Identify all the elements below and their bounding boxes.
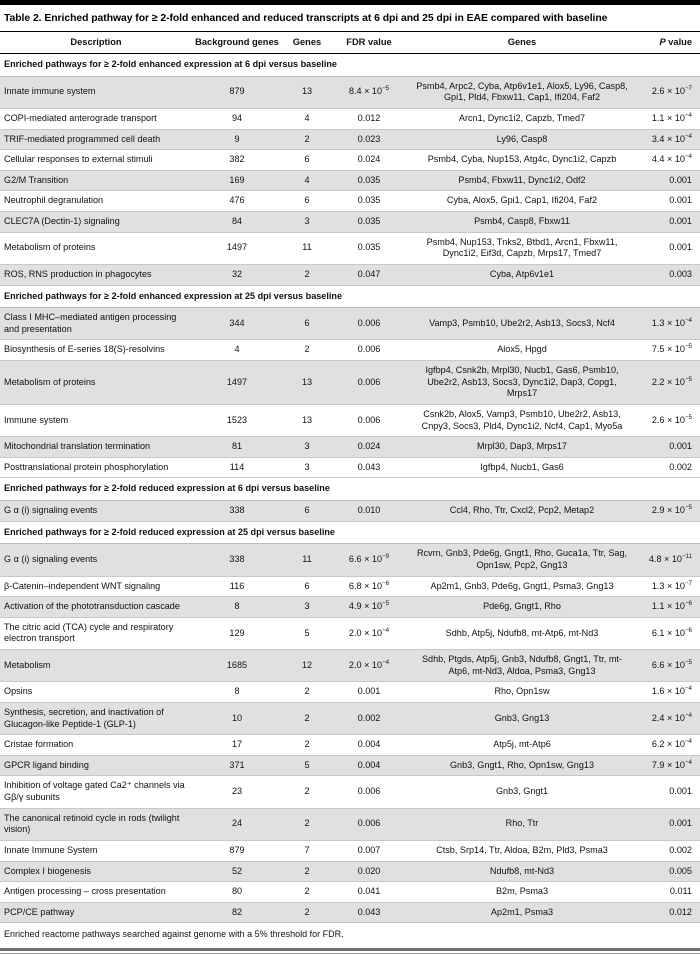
cell-genes-list: Psmb4, Fbxw11, Dync1i2, Odf2 <box>406 170 638 191</box>
section-heading-row <box>0 478 700 501</box>
cell-description: Innate Immune System <box>0 840 192 861</box>
cell-genes-count: 5 <box>282 617 332 649</box>
p-value-rest: value <box>665 37 692 47</box>
cell-p-value: 0.011 <box>638 882 700 903</box>
cell-p-value: 0.001 <box>638 232 700 264</box>
cell-background-genes: 344 <box>192 308 282 340</box>
cell-background-genes: 1497 <box>192 232 282 264</box>
cell-p-value: $1.3 \times 10^{-4}$ <box>638 308 700 340</box>
cell-background-genes: 1685 <box>192 650 282 682</box>
cell-genes-list: Rho, Opn1sw <box>406 682 638 703</box>
cell-description: PCP/CE pathway <box>0 902 192 923</box>
table-row <box>0 650 700 682</box>
cell-description: GPCR ligand binding <box>0 755 192 776</box>
cell-genes-count: 13 <box>282 361 332 405</box>
cell-genes-count: 3 <box>282 597 332 618</box>
cell-genes-list: Ctsb, Srp14, Ttr, Aldoa, B2m, Pld3, Psma3 <box>406 840 638 861</box>
cell-description: Antigen processing – cross presentation <box>0 882 192 903</box>
table-row <box>0 150 700 171</box>
cell-description: Inhibition of voltage gated Ca2⁺ channels via Gβ/γ subunits <box>0 776 192 808</box>
cell-genes-count: 2 <box>282 776 332 808</box>
cell-genes-list: Rho, Ttr <box>406 808 638 840</box>
cell-genes-count: 6 <box>282 576 332 597</box>
cell-background-genes: 382 <box>192 150 282 171</box>
cell-background-genes: 81 <box>192 437 282 458</box>
table-row <box>0 576 700 597</box>
cell-p-value: $2.4 \times 10^{-4}$ <box>638 702 700 734</box>
cell-genes-list: Cyba, Atp6v1e1 <box>406 264 638 285</box>
cell-genes-count: 2 <box>282 902 332 923</box>
cell-background-genes: 879 <box>192 840 282 861</box>
cell-genes-count: 11 <box>282 544 332 576</box>
cell-fdr-value: 0.024 <box>332 150 406 171</box>
cell-p-value: 0.001 <box>638 191 700 212</box>
cell-p-value: 0.001 <box>638 212 700 233</box>
cell-fdr-value: $6.8 \times 10^{-6}$ <box>332 576 406 597</box>
cell-genes-count: 2 <box>282 682 332 703</box>
cell-fdr-value: 0.035 <box>332 212 406 233</box>
cell-description: Mitochondrial translation termination <box>0 437 192 458</box>
cell-background-genes: 10 <box>192 702 282 734</box>
cell-description: Biosynthesis of E-series 18(S)-resolvins <box>0 340 192 361</box>
column-header-p-value <box>638 32 700 54</box>
column-header-genes-list: Genes <box>406 32 638 54</box>
cell-fdr-value: 0.004 <box>332 735 406 756</box>
table-header <box>0 32 700 54</box>
cell-fdr-value: $6.6 \times 10^{-9}$ <box>332 544 406 576</box>
cell-genes-list: Sdhb, Ptgds, Atp5j, Gnb3, Ndufb8, Gngt1, Ttr, mt-Atp6, mt-Nd3, Aldoa, Psma3, Gng13 <box>406 650 638 682</box>
cell-genes-count: 2 <box>282 340 332 361</box>
cell-description: Innate immune system <box>0 76 192 108</box>
section-heading-label: Enriched pathways for ≥ 2-fold reduced expression at 25 dpi versus baseline <box>0 521 700 544</box>
cell-background-genes: 114 <box>192 457 282 478</box>
cell-p-value: $2.6 \times 10^{-5}$ <box>638 404 700 436</box>
cell-background-genes: 8 <box>192 597 282 618</box>
cell-fdr-value: 0.035 <box>332 191 406 212</box>
cell-fdr-value: 0.041 <box>332 882 406 903</box>
enriched-pathway-table <box>0 31 700 948</box>
cell-description: CLEC7A (Dectin-1) signaling <box>0 212 192 233</box>
cell-p-value: $6.6 \times 10^{-5}$ <box>638 650 700 682</box>
cell-genes-list: Igfbp4, Csnk2b, Mrpl30, Nucb1, Gas6, Psmb10, Ube2r2, Asb13, Socs3, Dync1i2, Dap3, Copg1, Mrps17 <box>406 361 638 405</box>
cell-background-genes: 80 <box>192 882 282 903</box>
cell-fdr-value: 0.043 <box>332 457 406 478</box>
cell-fdr-value: 0.001 <box>332 682 406 703</box>
cell-p-value: $2.9 \times 10^{-5}$ <box>638 501 700 522</box>
table-row <box>0 264 700 285</box>
cell-fdr-value: 0.012 <box>332 108 406 129</box>
cell-fdr-value: 0.006 <box>332 776 406 808</box>
cell-description: G2/M Transition <box>0 170 192 191</box>
cell-genes-count: 2 <box>282 808 332 840</box>
cell-p-value: $6.1 \times 10^{-6}$ <box>638 617 700 649</box>
cell-genes-count: 6 <box>282 308 332 340</box>
section-heading-row <box>0 285 700 308</box>
cell-p-value: 0.001 <box>638 170 700 191</box>
cell-genes-list: Arcn1, Dync1i2, Capzb, Tmed7 <box>406 108 638 129</box>
cell-genes-count: 2 <box>282 882 332 903</box>
cell-fdr-value: 0.002 <box>332 702 406 734</box>
cell-p-value: 0.005 <box>638 861 700 882</box>
cell-genes-count: 13 <box>282 404 332 436</box>
cell-description: Synthesis, secretion, and inactivation of Glucagon-like Peptide-1 (GLP-1) <box>0 702 192 734</box>
cell-description: Opsins <box>0 682 192 703</box>
cell-genes-list: B2m, Psma3 <box>406 882 638 903</box>
cell-description: Cristae formation <box>0 735 192 756</box>
table-row <box>0 840 700 861</box>
cell-genes-list: Cyba, Alox5, Gpi1, Cap1, Ifi204, Faf2 <box>406 191 638 212</box>
table-row <box>0 702 700 734</box>
table-row <box>0 170 700 191</box>
cell-description: Neutrophil degranulation <box>0 191 192 212</box>
table-row <box>0 437 700 458</box>
table-row <box>0 776 700 808</box>
cell-background-genes: 1497 <box>192 361 282 405</box>
cell-genes-count: 5 <box>282 755 332 776</box>
table-row <box>0 682 700 703</box>
table-row <box>0 861 700 882</box>
cell-background-genes: 1523 <box>192 404 282 436</box>
table-row <box>0 617 700 649</box>
cell-fdr-value: 0.006 <box>332 361 406 405</box>
cell-genes-list: Sdhb, Atp5j, Ndufb8, mt-Atp6, mt-Nd3 <box>406 617 638 649</box>
cell-genes-list: Ly96, Casp8 <box>406 129 638 150</box>
cell-p-value: $1.3 \times 10^{-7}$ <box>638 576 700 597</box>
cell-fdr-value: $2.0 \times 10^{-4}$ <box>332 617 406 649</box>
cell-description: ROS, RNS production in phagocytes <box>0 264 192 285</box>
bottom-rule-divider <box>0 948 700 951</box>
cell-p-value: 0.002 <box>638 840 700 861</box>
cell-genes-list: Gnb3, Gng13 <box>406 702 638 734</box>
cell-fdr-value: 0.047 <box>332 264 406 285</box>
cell-fdr-value: 0.035 <box>332 232 406 264</box>
cell-p-value: $2.2 \times 10^{-5}$ <box>638 361 700 405</box>
cell-background-genes: 82 <box>192 902 282 923</box>
cell-genes-list: Csnk2b, Alox5, Vamp3, Psmb10, Ube2r2, Asb13, Cnpy3, Socs3, Pld4, Dync1i2, Ncf4, Cap1, Myo5a <box>406 404 638 436</box>
cell-genes-count: 6 <box>282 191 332 212</box>
cell-background-genes: 23 <box>192 776 282 808</box>
cell-genes-count: 13 <box>282 76 332 108</box>
cell-description: The citric acid (TCA) cycle and respiratory electron transport <box>0 617 192 649</box>
cell-description: Activation of the phototransduction cascade <box>0 597 192 618</box>
cell-background-genes: 338 <box>192 501 282 522</box>
section-heading-label: Enriched pathways for ≥ 2-fold enhanced expression at 25 dpi versus baseline <box>0 285 700 308</box>
column-header-fdr-value: FDR value <box>332 32 406 54</box>
section-heading-label: Enriched pathways for ≥ 2-fold enhanced expression at 6 dpi versus baseline <box>0 54 700 77</box>
cell-fdr-value: 0.006 <box>332 404 406 436</box>
cell-fdr-value: 0.043 <box>332 902 406 923</box>
section-heading-row <box>0 54 700 77</box>
cell-genes-list: Psmb4, Arpc2, Cyba, Atp6v1e1, Alox5, Ly96, Casp8, Gpi1, Pld4, Fbxw11, Cap1, Ifi204, Faf2 <box>406 76 638 108</box>
cell-genes-list: Alox5, Hpgd <box>406 340 638 361</box>
cell-fdr-value: 0.007 <box>332 840 406 861</box>
cell-description: Complex I biogenesis <box>0 861 192 882</box>
table-row <box>0 232 700 264</box>
cell-p-value: 0.003 <box>638 264 700 285</box>
cell-genes-count: 2 <box>282 735 332 756</box>
cell-description: Metabolism of proteins <box>0 232 192 264</box>
cell-p-value: $4.8 \times 10^{-11}$ <box>638 544 700 576</box>
cell-genes-count: 6 <box>282 501 332 522</box>
cell-description: β-Catenin–independent WNT signaling <box>0 576 192 597</box>
cell-description: COPI-mediated anterograde transport <box>0 108 192 129</box>
cell-description: Immune system <box>0 404 192 436</box>
table-row <box>0 308 700 340</box>
cell-genes-list: Ccl4, Rho, Ttr, Cxcl2, Pcp2, Metap2 <box>406 501 638 522</box>
cell-background-genes: 9 <box>192 129 282 150</box>
cell-background-genes: 94 <box>192 108 282 129</box>
cell-fdr-value: 0.020 <box>332 861 406 882</box>
cell-genes-count: 3 <box>282 437 332 458</box>
cell-background-genes: 84 <box>192 212 282 233</box>
table-row <box>0 361 700 405</box>
cell-background-genes: 4 <box>192 340 282 361</box>
table-row <box>0 404 700 436</box>
cell-description: G α (i) signaling events <box>0 544 192 576</box>
column-header-description: Description <box>0 32 192 54</box>
cell-background-genes: 129 <box>192 617 282 649</box>
cell-genes-list: Rcvrn, Gnb3, Pde6g, Gngt1, Rho, Guca1a, Ttr, Sag, Opn1sw, Pcp2, Gng13 <box>406 544 638 576</box>
cell-background-genes: 476 <box>192 191 282 212</box>
cell-description: Posttranslational protein phosphorylation <box>0 457 192 478</box>
cell-genes-list: Ap2m1, Gnb3, Pde6g, Gngt1, Psma3, Gng13 <box>406 576 638 597</box>
table-row <box>0 340 700 361</box>
cell-description: TRIF-mediated programmed cell death <box>0 129 192 150</box>
cell-background-genes: 32 <box>192 264 282 285</box>
cell-genes-count: 3 <box>282 212 332 233</box>
header-row <box>0 32 700 54</box>
footnote-row <box>0 923 700 948</box>
cell-background-genes: 169 <box>192 170 282 191</box>
cell-genes-list: Ap2m1, Psma3 <box>406 902 638 923</box>
cell-fdr-value: 0.010 <box>332 501 406 522</box>
p-italic: P <box>659 37 666 47</box>
cell-description: The canonical retinoid cycle in rods (twilight vision) <box>0 808 192 840</box>
table-row <box>0 808 700 840</box>
cell-genes-count: 3 <box>282 457 332 478</box>
cell-genes-count: 2 <box>282 264 332 285</box>
cell-p-value: $7.9 \times 10^{-4}$ <box>638 755 700 776</box>
table-row <box>0 457 700 478</box>
cell-fdr-value: $8.4 \times 10^{-5}$ <box>332 76 406 108</box>
cell-p-value: $1.6 \times 10^{-4}$ <box>638 682 700 703</box>
cell-genes-list: Vamp3, Psmb10, Ube2r2, Asb13, Socs3, Ncf4 <box>406 308 638 340</box>
table-row <box>0 212 700 233</box>
cell-p-value: $7.5 \times 10^{-5}$ <box>638 340 700 361</box>
cell-genes-count: 6 <box>282 150 332 171</box>
cell-fdr-value: 0.004 <box>332 755 406 776</box>
cell-description: Metabolism <box>0 650 192 682</box>
cell-fdr-value: $4.9 \times 10^{-5}$ <box>332 597 406 618</box>
cell-fdr-value: $2.0 \times 10^{-4}$ <box>332 650 406 682</box>
cell-genes-list: Psmb4, Cyba, Nup153, Atg4c, Dync1i2, Capzb <box>406 150 638 171</box>
footnote-text: Enriched reactome pathways searched against genome with a 5% threshold for FDR. <box>0 923 700 948</box>
cell-genes-list: Igfbp4, Nucb1, Gas6 <box>406 457 638 478</box>
cell-p-value: $1.1 \times 10^{-4}$ <box>638 108 700 129</box>
cell-fdr-value: 0.035 <box>332 170 406 191</box>
cell-background-genes: 52 <box>192 861 282 882</box>
cell-p-value: 0.001 <box>638 437 700 458</box>
cell-genes-list: Ndufb8, mt-Nd3 <box>406 861 638 882</box>
section-heading-row <box>0 521 700 544</box>
cell-description: Class I MHC–mediated antigen processing and presentation <box>0 308 192 340</box>
cell-fdr-value: 0.006 <box>332 340 406 361</box>
table-title: Table 2. Enriched pathway for ≥ 2-fold enhanced and reduced transcripts at 6 dpi and 25 dpi in EAE compared with baseline <box>4 13 608 24</box>
cell-description: Metabolism of proteins <box>0 361 192 405</box>
table-row <box>0 76 700 108</box>
cell-description: Cellular responses to external stimuli <box>0 150 192 171</box>
cell-fdr-value: 0.006 <box>332 808 406 840</box>
cell-fdr-value: 0.024 <box>332 437 406 458</box>
table-row <box>0 597 700 618</box>
cell-background-genes: 879 <box>192 76 282 108</box>
cell-description: G α (i) signaling events <box>0 501 192 522</box>
table-row <box>0 544 700 576</box>
table-body <box>0 54 700 948</box>
cell-genes-list: Psmb4, Casp8, Fbxw11 <box>406 212 638 233</box>
cell-background-genes: 8 <box>192 682 282 703</box>
table-row <box>0 108 700 129</box>
cell-genes-list: Atp5j, mt-Atp6 <box>406 735 638 756</box>
cell-background-genes: 17 <box>192 735 282 756</box>
cell-p-value: $3.4 \times 10^{-4}$ <box>638 129 700 150</box>
cell-genes-count: 2 <box>282 129 332 150</box>
cell-background-genes: 338 <box>192 544 282 576</box>
column-header-genes-count: Genes <box>282 32 332 54</box>
cell-background-genes: 371 <box>192 755 282 776</box>
cell-genes-list: Gnb3, Gngt1, Rho, Opn1sw, Gng13 <box>406 755 638 776</box>
cell-genes-count: 7 <box>282 840 332 861</box>
cell-genes-count: 4 <box>282 108 332 129</box>
cell-fdr-value: 0.023 <box>332 129 406 150</box>
cell-p-value: $1.1 \times 10^{-6}$ <box>638 597 700 618</box>
cell-background-genes: 116 <box>192 576 282 597</box>
table-row <box>0 501 700 522</box>
cell-genes-list: Psmb4, Nup153, Tnks2, Btbd1, Arcn1, Fbxw11, Dync1i2, Eif3d, Capzb, Mrps17, Tmed7 <box>406 232 638 264</box>
cell-p-value: 0.012 <box>638 902 700 923</box>
column-header-background-genes: Background genes <box>192 32 282 54</box>
cell-p-value: 0.002 <box>638 457 700 478</box>
cell-genes-count: 2 <box>282 861 332 882</box>
cell-background-genes: 24 <box>192 808 282 840</box>
section-heading-label: Enriched pathways for ≥ 2-fold reduced expression at 6 dpi versus baseline <box>0 478 700 501</box>
table-row <box>0 882 700 903</box>
cell-genes-count: 12 <box>282 650 332 682</box>
cell-p-value: 0.001 <box>638 808 700 840</box>
table-row <box>0 129 700 150</box>
cell-p-value: 0.001 <box>638 776 700 808</box>
cell-p-value: $6.2 \times 10^{-4}$ <box>638 735 700 756</box>
cell-fdr-value: 0.006 <box>332 308 406 340</box>
cell-p-value: $2.6 \times 10^{-7}$ <box>638 76 700 108</box>
cell-genes-list: Mrpl30, Dap3, Mrps17 <box>406 437 638 458</box>
cell-genes-list: Gnb3, Gngt1 <box>406 776 638 808</box>
cell-p-value: $4.4 \times 10^{-4}$ <box>638 150 700 171</box>
table-row <box>0 735 700 756</box>
table-row <box>0 191 700 212</box>
table-row <box>0 755 700 776</box>
cell-genes-count: 2 <box>282 702 332 734</box>
cell-genes-list: Pde6g, Gngt1, Rho <box>406 597 638 618</box>
cell-genes-count: 11 <box>282 232 332 264</box>
table-row <box>0 902 700 923</box>
cell-genes-count: 4 <box>282 170 332 191</box>
